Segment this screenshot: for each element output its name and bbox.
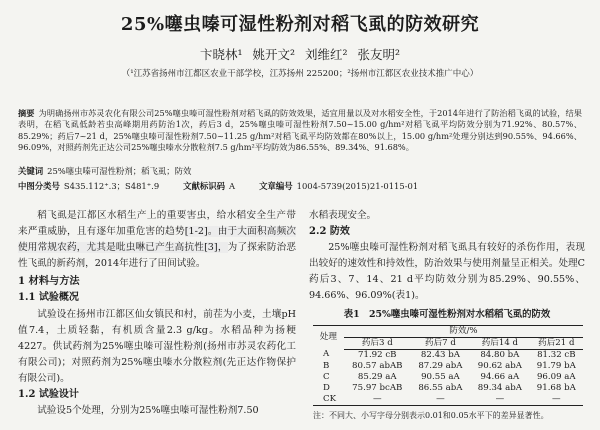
left-column — [18, 208, 296, 419]
section-2-2-heading: 2.2 防效 — [309, 226, 350, 238]
doc-code-value: A — [229, 181, 236, 191]
article-no-value: 1004-5739(2015)21-0115-01 — [296, 181, 419, 191]
efficacy-paragraph: 25%噻虫嗪可湿性粉剂对稻飞虱具有较好的杀伤作用，表现出较好的速效性和持效性，防治效果与使用剂量呈正相关。处理C药后3、7、14、21 d平均防效分别为85.29%、90.55%、94.66%、96.09%(表1)。 — [309, 242, 585, 302]
paper-title: 25%噻虫嗪可湿性粉剂对稻飞虱的防效研究 — [120, 14, 480, 35]
affiliations: （¹江苏省扬州市江都区农业干部学校，江苏扬州 225200；²扬州市江都区农业技术推广中心） — [121, 69, 479, 79]
table-row: D 75.97 bcAB 86.55 abA 89.34 abA 91.68 bA — [323, 382, 576, 393]
overview-paragraph: 试验设在扬州市江都区仙女镇民和村，前茬为小麦，土壤pH值7.4，土质轻黏，有机质含量2.3 g/kg。水稻品种为扬粳4227。供试药剂为25%噻虫嗪可湿性粉剂(扬州市苏灵农药化工有限公司)；对照药剂为25%噻虫嗪水分散粒剂(先正达作物保护有限公司)。 — [18, 308, 296, 384]
doc-code-label: 文献标识码 — [183, 181, 226, 191]
abstract — [18, 108, 582, 153]
section-1-2-heading: 1.2 试验设计 — [18, 389, 79, 401]
keywords-text: 25%噻虫嗪可湿性粉剂；稻飞虱；防效 — [47, 166, 192, 176]
intro-paragraph: 稻飞虱是江都区水稻生产上的重要害虫，给水稻安全生产带来严重威胁，且有逐年加重危害的趋势[1-2]。由于大面积高频次使用常规农药，尤其是吡虫啉已产生高抗性[3]，为了探索防治恶性飞虱的新药剂，2014年进行了田间试验。 — [18, 210, 297, 270]
table-title: 表1 25%噻虫嗪可湿性粉剂对水稻稻飞虱的防效 — [343, 308, 551, 320]
table-header-group: 防效/% — [344, 325, 583, 337]
section-1-heading: 1 材料与方法 — [18, 275, 80, 288]
table-header-col: 药后3 d — [344, 337, 411, 349]
abstract-text: 为明确扬州市苏灵农化有限公司25%噻虫嗪可湿性粉剂对稻飞虱的防效效果，适宜用量以及对水稻安全性，于2014年进行了防治稻飞虱的试验，结果表明，在稻飞虱低龄若虫高峰期用药防治1次，药后3 d，25%噻虫嗪可湿性粉剂7.50~15.00 g/hm²对稻飞虱平均防效分别为71.92%、80.57%、85.29%；药后7~21 d，25%噻虫嗪可湿性粉剂7.50~11.25 g/hm²对稻飞虱平均防效都在80%以上，15.00 g/hm²处理分别达到90.55%、94.66%、96.09%，对照药剂先正达公司25%噻虫嗪水分散粒剂7.5 g/hm²平均防效为86.55%、89.34%、91.68%。 — [18, 108, 582, 152]
table-row: C 85.29 aA 90.55 aA 94.66 aA 96.09 aA — [323, 371, 576, 382]
table-row: B 80.57 abAB 87.29 abA 90.62 abA 91.79 bA — [323, 360, 576, 371]
efficacy-table — [313, 325, 583, 406]
article-no-label: 文章编号 — [259, 181, 293, 191]
keywords-label: 关键词 — [18, 166, 44, 176]
keywords-line — [18, 165, 582, 177]
table-header-col: 药后21 d — [530, 337, 583, 349]
table-header-col: 药后14 d — [470, 337, 529, 349]
table-header-treatment: 处理 — [313, 325, 344, 349]
clc-label: 中图分类号 — [18, 181, 60, 191]
table-row: A 71.92 cB 82.43 bA 84.80 bA 81.32 cB — [323, 349, 576, 360]
table-header-col: 药后7 d — [411, 337, 470, 349]
section-1-1-heading: 1.1 试验概况 — [18, 292, 79, 304]
right-column — [309, 208, 585, 424]
table-note: 注：不同大、小写字母分别表示0.01和0.05水平下的差异显著性。 — [313, 410, 549, 420]
continued-text: 水稻表现安全。 — [309, 210, 377, 221]
design-paragraph: 试验设5个处理，分别为25%噻虫嗪可湿性粉剂7.50 — [37, 405, 259, 417]
classification-line — [18, 180, 582, 192]
clc-value: S435.112⁺.3；S481⁺.9 — [63, 181, 160, 191]
abstract-label: 摘要 — [18, 108, 35, 118]
table-row: CK — — — — — [313, 394, 583, 406]
author-list: 卞晓林¹ 姚开文² 刘维红² 张友明² — [200, 47, 400, 62]
intro-highlight: [1-2]。由于大面积高频次使用常规农药，尤其是吡虫啉已产生高抗性[3]， — [18, 226, 297, 254]
